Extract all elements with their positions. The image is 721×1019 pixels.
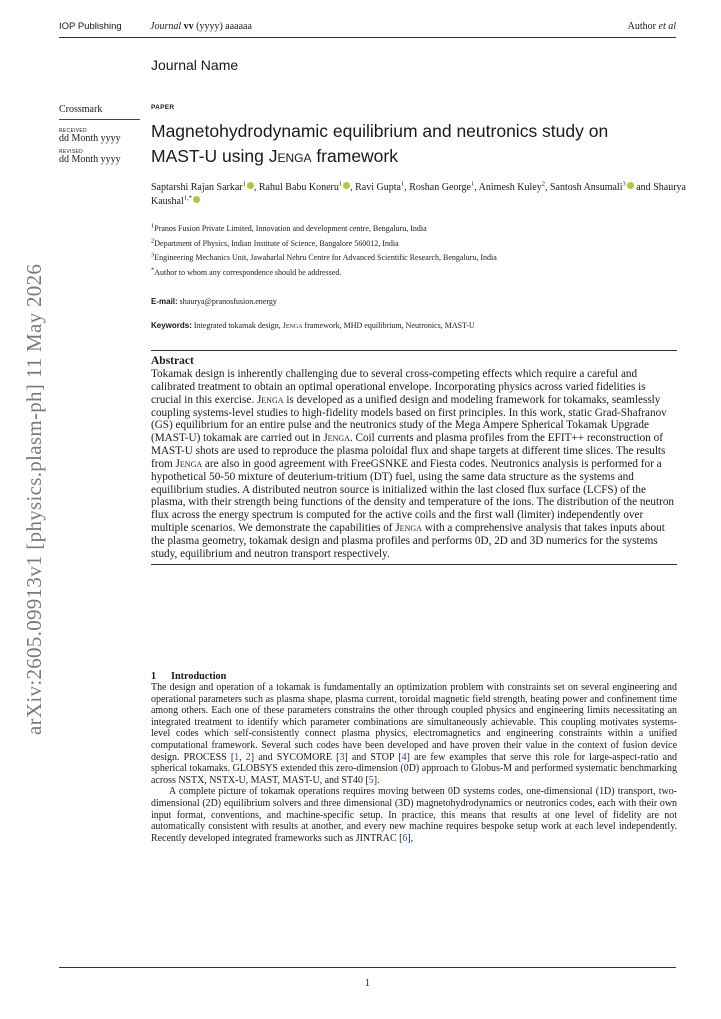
abstract-box [151, 350, 677, 565]
keywords-label: Keywords: [151, 321, 192, 330]
title-jenga: Jenga [268, 146, 312, 166]
author-name: Ravi Gupta [355, 182, 401, 193]
abstract-heading: Abstract [151, 355, 194, 367]
abstract-jenga-2: Jenga [323, 432, 350, 445]
intro-p2-b: ], [407, 832, 414, 844]
affiliation-text: Engineering Mechanics Unit, Jawaharlal Nehru Centre for Advanced Scientific Research, Bengaluru, India [154, 253, 497, 263]
abstract-jenga-3: Jenga [175, 457, 203, 470]
author-name: Saptarshi Rajan Sarkar [151, 182, 243, 193]
author-separator: , [253, 182, 259, 193]
title-line-1: Magnetohydrodynamic equilibrium and neutronics study on [151, 121, 609, 141]
abstract-seg-2: is developed as a unified design and modeling framework for tokamaks, seamlessly coupling systems-level studies to high-fidelity models based on first principles. In this work, static Grad-Shafranov (GS) equilibrium for an entire pulse and the neutronics study of the Mega Ampere Spherical Tokamak Upgrade (MAST-U) tokamak are carried out in [151, 393, 667, 445]
received-label: RECEIVED [59, 128, 87, 134]
author-separator: , [474, 182, 479, 193]
author-name: Santosh Ansumali [549, 182, 623, 193]
abstract-seg-4: are also in good agreement with FreeGSNKE and Fiesta codes. Neutronics analysis is performed for a hypothetical 50-50 mixture of deuterium-tritium (DT) fuel, using the same data structure as the systems and equilibrium studies. A distributed neutron source is initialized within the last closed flux surface (LCFS) of the plasma, with their strength being functions of the density and temperature of the ions. The distribution of the neutron flux across the energy spectrum is computed for the active coils and the first wall (limiter) independently over multiple scenarios. We demonstrate the capabilities of [151, 457, 675, 535]
citation-link[interactable]: 5 [368, 774, 374, 786]
author-affiliation-mark: 1 [470, 180, 475, 188]
author-name: Roshan George [409, 182, 471, 193]
intro-p1-a: The design and operation of a tokamak is fundamentally an optimization problem with constraints set on several engineering and operational parameters such as plasma shape, plasma current, toroidal magnetic field strength, heating power and confinement time among others. Each one of these parameters constrains the other through coupled physics and engineering limits necessitating an integrated treatment to identify which parameter combinations are simultaneously achievable. This coupling motivates systems-level codes which self-consistently connect plasma physics, electromagnetics and engineering constraints within a unified computational framework. Several such codes have been developed and have proven their value in the context of fusion device design. PROCESS [ [151, 682, 677, 763]
revised-date: dd Month yyyy [59, 154, 121, 165]
footer-rule [59, 967, 676, 968]
revised-label: REVISED [59, 149, 84, 155]
section-title: Introduction [171, 671, 227, 682]
affiliation-item [151, 251, 711, 266]
keywords-line [151, 321, 711, 330]
citation-link[interactable]: 3 [339, 751, 345, 763]
affiliation-item [151, 222, 711, 237]
citation-link[interactable]: 1 [234, 751, 240, 763]
author-name: Shaurya Kaushal [151, 182, 686, 207]
author-separator: , [544, 182, 550, 193]
corresponding-email [151, 297, 277, 306]
abstract-jenga-4: Jenga [395, 522, 422, 535]
orcid-icon[interactable] [193, 196, 200, 203]
author-separator: and [633, 182, 654, 193]
affiliation-mark: 2 [151, 236, 155, 244]
author-affiliation-mark: 1 [400, 180, 405, 188]
section-heading [151, 671, 677, 682]
section-number: 1 [151, 671, 157, 682]
intro-p2-a: A complete picture of tokamak operations requires moving between 0D systems codes, one-dimensional (1D) transport, two-dimensional (2D) equilibrium solvers and three dimensional (3D) magnetohydrodynamics or neutronics codes, each with their own input format, conventions, and machine-specific setup. In practice, this means that results at one level of fidelity are not automatically consistent with results at another, and every new machine requires bespoke setup work at each level independently. Recently developed integrated frameworks such as JINTRAC [ [151, 786, 677, 844]
citation-link[interactable]: 4 [401, 751, 407, 763]
affiliation-item [151, 237, 711, 252]
journal-name: Journal Name [151, 57, 239, 73]
title-line-2-start: MAST-U using [151, 146, 269, 166]
arxiv-identifier-stamp: arXiv:2605.09913v1 [physics.plasm-ph] 11 May 2026 [22, 263, 46, 735]
affiliation-item [151, 266, 711, 281]
author-affiliation-mark: 1 [338, 180, 343, 188]
journal-reference [150, 21, 252, 32]
paper-title [151, 119, 691, 169]
running-author [628, 21, 676, 32]
publisher-name: IOP Publishing [59, 21, 122, 32]
abstract-seg-3: . Coil currents and plasma profiles from the EFIT++ reconstruction of MAST-U shots are used to reproduce the plasma poloidal flux and shape targets at different time slices. The results from [151, 432, 666, 470]
crossmark-link[interactable]: Crossmark [59, 104, 140, 120]
affiliation-mark: 3 [151, 251, 155, 259]
email-address[interactable]: shaurya@pranosfusion.energy [179, 297, 277, 306]
page-number: 1 [365, 978, 370, 989]
journal-ref-rest: (yyyy) aaaaaa [196, 21, 252, 32]
affiliation-text: Department of Physics, Indian Institute of Science, Bangalore 560012, India [154, 238, 399, 248]
intro-p1-f: ]. [373, 774, 380, 786]
affiliation-mark: 1 [151, 222, 155, 230]
article-type-label: PAPER [151, 104, 175, 111]
abstract-seg-1: Tokamak design is inherently challenging due to several cross-competing effects which require a careful and calibrated treatment to obtain an optimal operational envelope. Incorporating physics across varied fidelities is crucial in this exercise. [151, 368, 646, 406]
received-date: dd Month yyyy [59, 133, 121, 144]
keywords-jenga: Jenga [282, 321, 303, 330]
affiliation-list [151, 222, 711, 280]
author-name: Rahul Babu Koneru [258, 182, 339, 193]
introduction-section [151, 671, 677, 844]
journal-ref-volume: vv [183, 21, 194, 32]
citation-link[interactable]: 6 [402, 832, 408, 844]
email-label: E-mail: [151, 297, 178, 306]
running-author-prefix: Author [627, 21, 656, 32]
abstract-text [151, 368, 677, 561]
author-affiliation-mark: 1,* [183, 194, 192, 202]
abstract-seg-5: with a comprehensive analysis that takes inputs about the plasma geometry, tokamak design and plasma profiles and performs 0D, 2D and 3D numerics for the systems study, equilibrium and neutron transport respectively. [151, 522, 665, 560]
author-affiliation-mark: 2 [541, 180, 545, 188]
running-author-etal: et al [658, 21, 676, 32]
abstract-jenga-1: Jenga [256, 393, 284, 406]
title-line-2-end: framework [311, 146, 398, 166]
author-name: Animesh Kuley [478, 182, 542, 193]
article-history-sidebar [59, 104, 140, 165]
orcid-icon[interactable] [627, 182, 634, 189]
intro-p1-c: ] and SYCOMORE [ [250, 751, 340, 763]
author-separator: , [350, 182, 356, 193]
keywords-part-2: framework, MHD equilibrium, Neutronics, MAST-U [302, 321, 475, 330]
keywords-part-1: Integrated tokamak design, [193, 321, 283, 330]
orcid-icon[interactable] [247, 182, 254, 189]
affiliation-text: Pranos Fusion Private Limited, Innovation and development centre, Bengaluru, India [154, 224, 427, 233]
citation-link[interactable]: 2 [245, 751, 251, 763]
intro-p1-e: ] are few examples that serve this role for large-aspect-ratio and spherical tokamaks. GLOBSYS extended this zero-dimension (0D) approach to Globus-M and performed systematic benchmarking across NSTX, NSTX-U, MAST, MAST-U, and ST40 [ [151, 751, 678, 786]
intro-paragraph-2 [151, 786, 677, 844]
author-list [151, 181, 691, 208]
affiliation-text: Author to whom any correspondence should be addressed. [154, 267, 342, 277]
author-affiliation-mark: 3 [622, 180, 626, 188]
author-affiliation-mark: 1 [242, 180, 246, 188]
author-separator: , [404, 182, 410, 193]
intro-p1-d: ] and STOP [ [344, 751, 402, 763]
affiliation-mark: * [151, 266, 155, 274]
running-header [59, 19, 676, 38]
journal-ref-name: Journal [150, 21, 182, 32]
intro-p1-b: , [239, 751, 246, 763]
intro-paragraph-1 [151, 682, 677, 786]
